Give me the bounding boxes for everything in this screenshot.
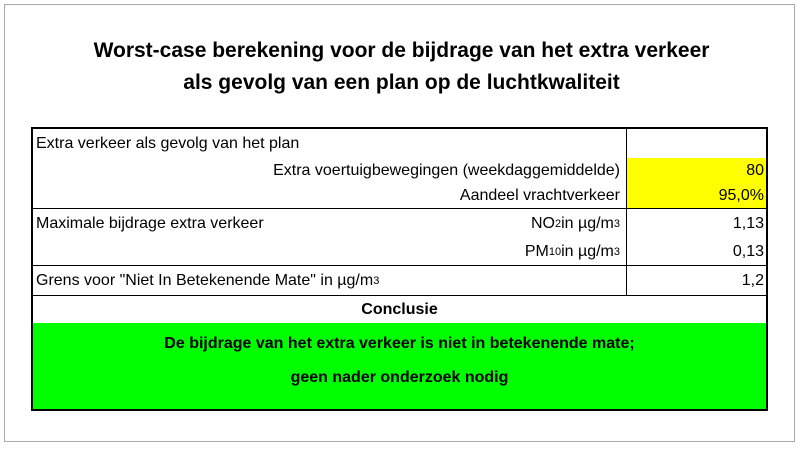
pm10-subscript: 10 <box>548 245 562 258</box>
max-contribution-label: Maximale bijdrage extra verkeer <box>36 214 264 232</box>
conclusion-header: Conclusie <box>361 301 438 318</box>
limit-value[interactable]: 1,2 <box>626 266 766 295</box>
row-section-header <box>33 129 766 158</box>
pm10-unit: in µg/m <box>561 242 614 260</box>
calculation-table <box>31 127 768 411</box>
no2-value[interactable]: 1,13 <box>626 209 766 238</box>
title-line-2: als gevolg van een plan op de luchtkwaliteit <box>183 71 620 94</box>
row-no2 <box>33 209 766 238</box>
page-title <box>0 35 803 99</box>
row-pm10 <box>33 238 766 265</box>
vehicle-moves-label: Extra voertuigbewegingen (weekdaggemiddelde) <box>273 161 620 179</box>
vehicle-moves-input[interactable]: 80 <box>626 158 766 183</box>
row-limit <box>33 266 766 295</box>
section-label: Extra verkeer als gevolg van het plan <box>36 134 300 152</box>
limit-label <box>36 266 626 295</box>
row-vehicle-moves <box>33 158 766 183</box>
pm10-superscript: 3 <box>613 245 620 258</box>
limit-superscript: 3 <box>373 274 380 287</box>
pm10-label <box>33 238 624 265</box>
limit-label-text: Grens voor "Niet In Betekenende Mate" in µg/m <box>36 271 374 289</box>
no2-superscript: 3 <box>613 217 620 230</box>
pm10-value[interactable]: 0,13 <box>626 238 766 265</box>
pm10-prefix: PM <box>524 242 549 260</box>
section-value-cell[interactable] <box>626 129 766 158</box>
no2-unit: in µg/m <box>561 214 614 232</box>
conclusion-line-2: geen nader onderzoek nodig <box>290 369 509 386</box>
row-truck-share <box>33 183 766 208</box>
title-line-1: Worst-case berekening voor de bijdrage van het extra verkeer <box>93 39 710 62</box>
no2-subscript: 2 <box>554 217 562 230</box>
truck-share-input[interactable]: 95,0% <box>626 183 766 208</box>
no2-label <box>33 209 624 238</box>
truck-share-label: Aandeel vrachtverkeer <box>459 186 620 204</box>
conclusion-line-1: De bijdrage van het extra verkeer is niet in betekenende mate; <box>164 335 635 352</box>
conclusion-box <box>33 323 766 409</box>
no2-prefix: NO <box>530 214 555 232</box>
